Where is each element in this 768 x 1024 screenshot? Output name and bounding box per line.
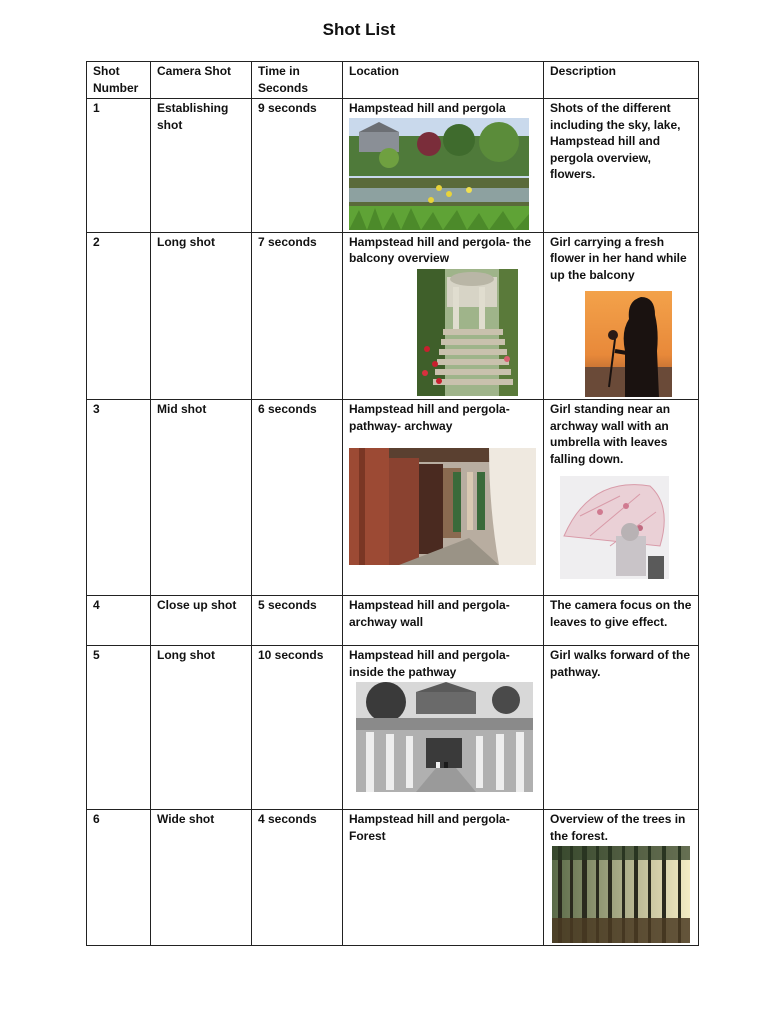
location-cell: Hampstead hill and pergola- archway wall (343, 596, 544, 646)
table-row (87, 646, 699, 810)
description-cell: Shots of the different including the sky, lake, Hampstead hill and pergola overview, flowers. (544, 99, 699, 233)
location-text: Hampstead hill and pergola- inside the pathway (349, 648, 510, 679)
header-camera-shot: Camera Shot (151, 62, 252, 99)
header-location: Location (343, 62, 544, 99)
header-shot-number: Shot Number (87, 62, 151, 99)
table-row (87, 232, 699, 400)
description-text: Girl carrying a fresh flower in her hand while up the balcony (550, 234, 687, 282)
shot-number-cell: 5 (87, 646, 151, 810)
forest-trees-photo (552, 846, 692, 943)
camera-shot-cell: Long shot (151, 646, 252, 810)
time-cell: 4 seconds (252, 810, 343, 946)
location-text: Hampstead hill and pergola (349, 101, 506, 115)
location-cell (343, 400, 544, 596)
table-header-row (87, 62, 699, 99)
location-text: Hampstead hill and pergola- the balcony overview (349, 234, 532, 265)
table-row (87, 99, 699, 233)
camera-shot-cell: Long shot (151, 232, 252, 400)
time-cell: 7 seconds (252, 232, 343, 400)
description-cell (544, 232, 699, 400)
table-row (87, 400, 699, 596)
garden-lake-photo (349, 118, 537, 230)
balcony-stairs-photo (417, 269, 537, 396)
shot-number-cell: 3 (87, 400, 151, 596)
description-cell (544, 400, 699, 596)
camera-shot-cell: Establishing shot (151, 99, 252, 233)
description-text: Overview of the trees in the forest. (550, 812, 686, 843)
shot-number-cell: 2 (87, 232, 151, 400)
time-cell: 9 seconds (252, 99, 343, 233)
location-cell: Hampstead hill and pergola- Forest (343, 810, 544, 946)
description-text: Girl standing near an archway wall with an umbrella with leaves falling down. (550, 402, 671, 466)
header-time: Time in Seconds (252, 62, 343, 99)
shot-number-cell: 6 (87, 810, 151, 946)
girl-silhouette-rose-photo (585, 291, 692, 397)
umbrella-girl-photo (560, 476, 692, 579)
camera-shot-cell: Wide shot (151, 810, 252, 946)
location-cell (343, 232, 544, 400)
camera-shot-cell: Mid shot (151, 400, 252, 596)
table-row (87, 810, 699, 946)
description-cell (544, 810, 699, 946)
description-cell: Girl walks forward of the pathway. (544, 646, 699, 810)
archway-corridor-photo (349, 448, 537, 565)
description-cell: The camera focus on the leaves to give effect. (544, 596, 699, 646)
location-cell (343, 646, 544, 810)
time-cell: 6 seconds (252, 400, 343, 596)
pergola-bw-photo (356, 682, 537, 792)
location-text: Hampstead hill and pergola- pathway- archway (349, 402, 510, 433)
shot-number-cell: 4 (87, 596, 151, 646)
shot-list-table (86, 61, 699, 946)
location-cell (343, 99, 544, 233)
time-cell: 5 seconds (252, 596, 343, 646)
camera-shot-cell: Close up shot (151, 596, 252, 646)
header-description: Description (544, 62, 699, 99)
time-cell: 10 seconds (252, 646, 343, 810)
table-row (87, 596, 699, 646)
page-title: Shot List (322, 20, 396, 39)
shot-number-cell: 1 (87, 99, 151, 233)
